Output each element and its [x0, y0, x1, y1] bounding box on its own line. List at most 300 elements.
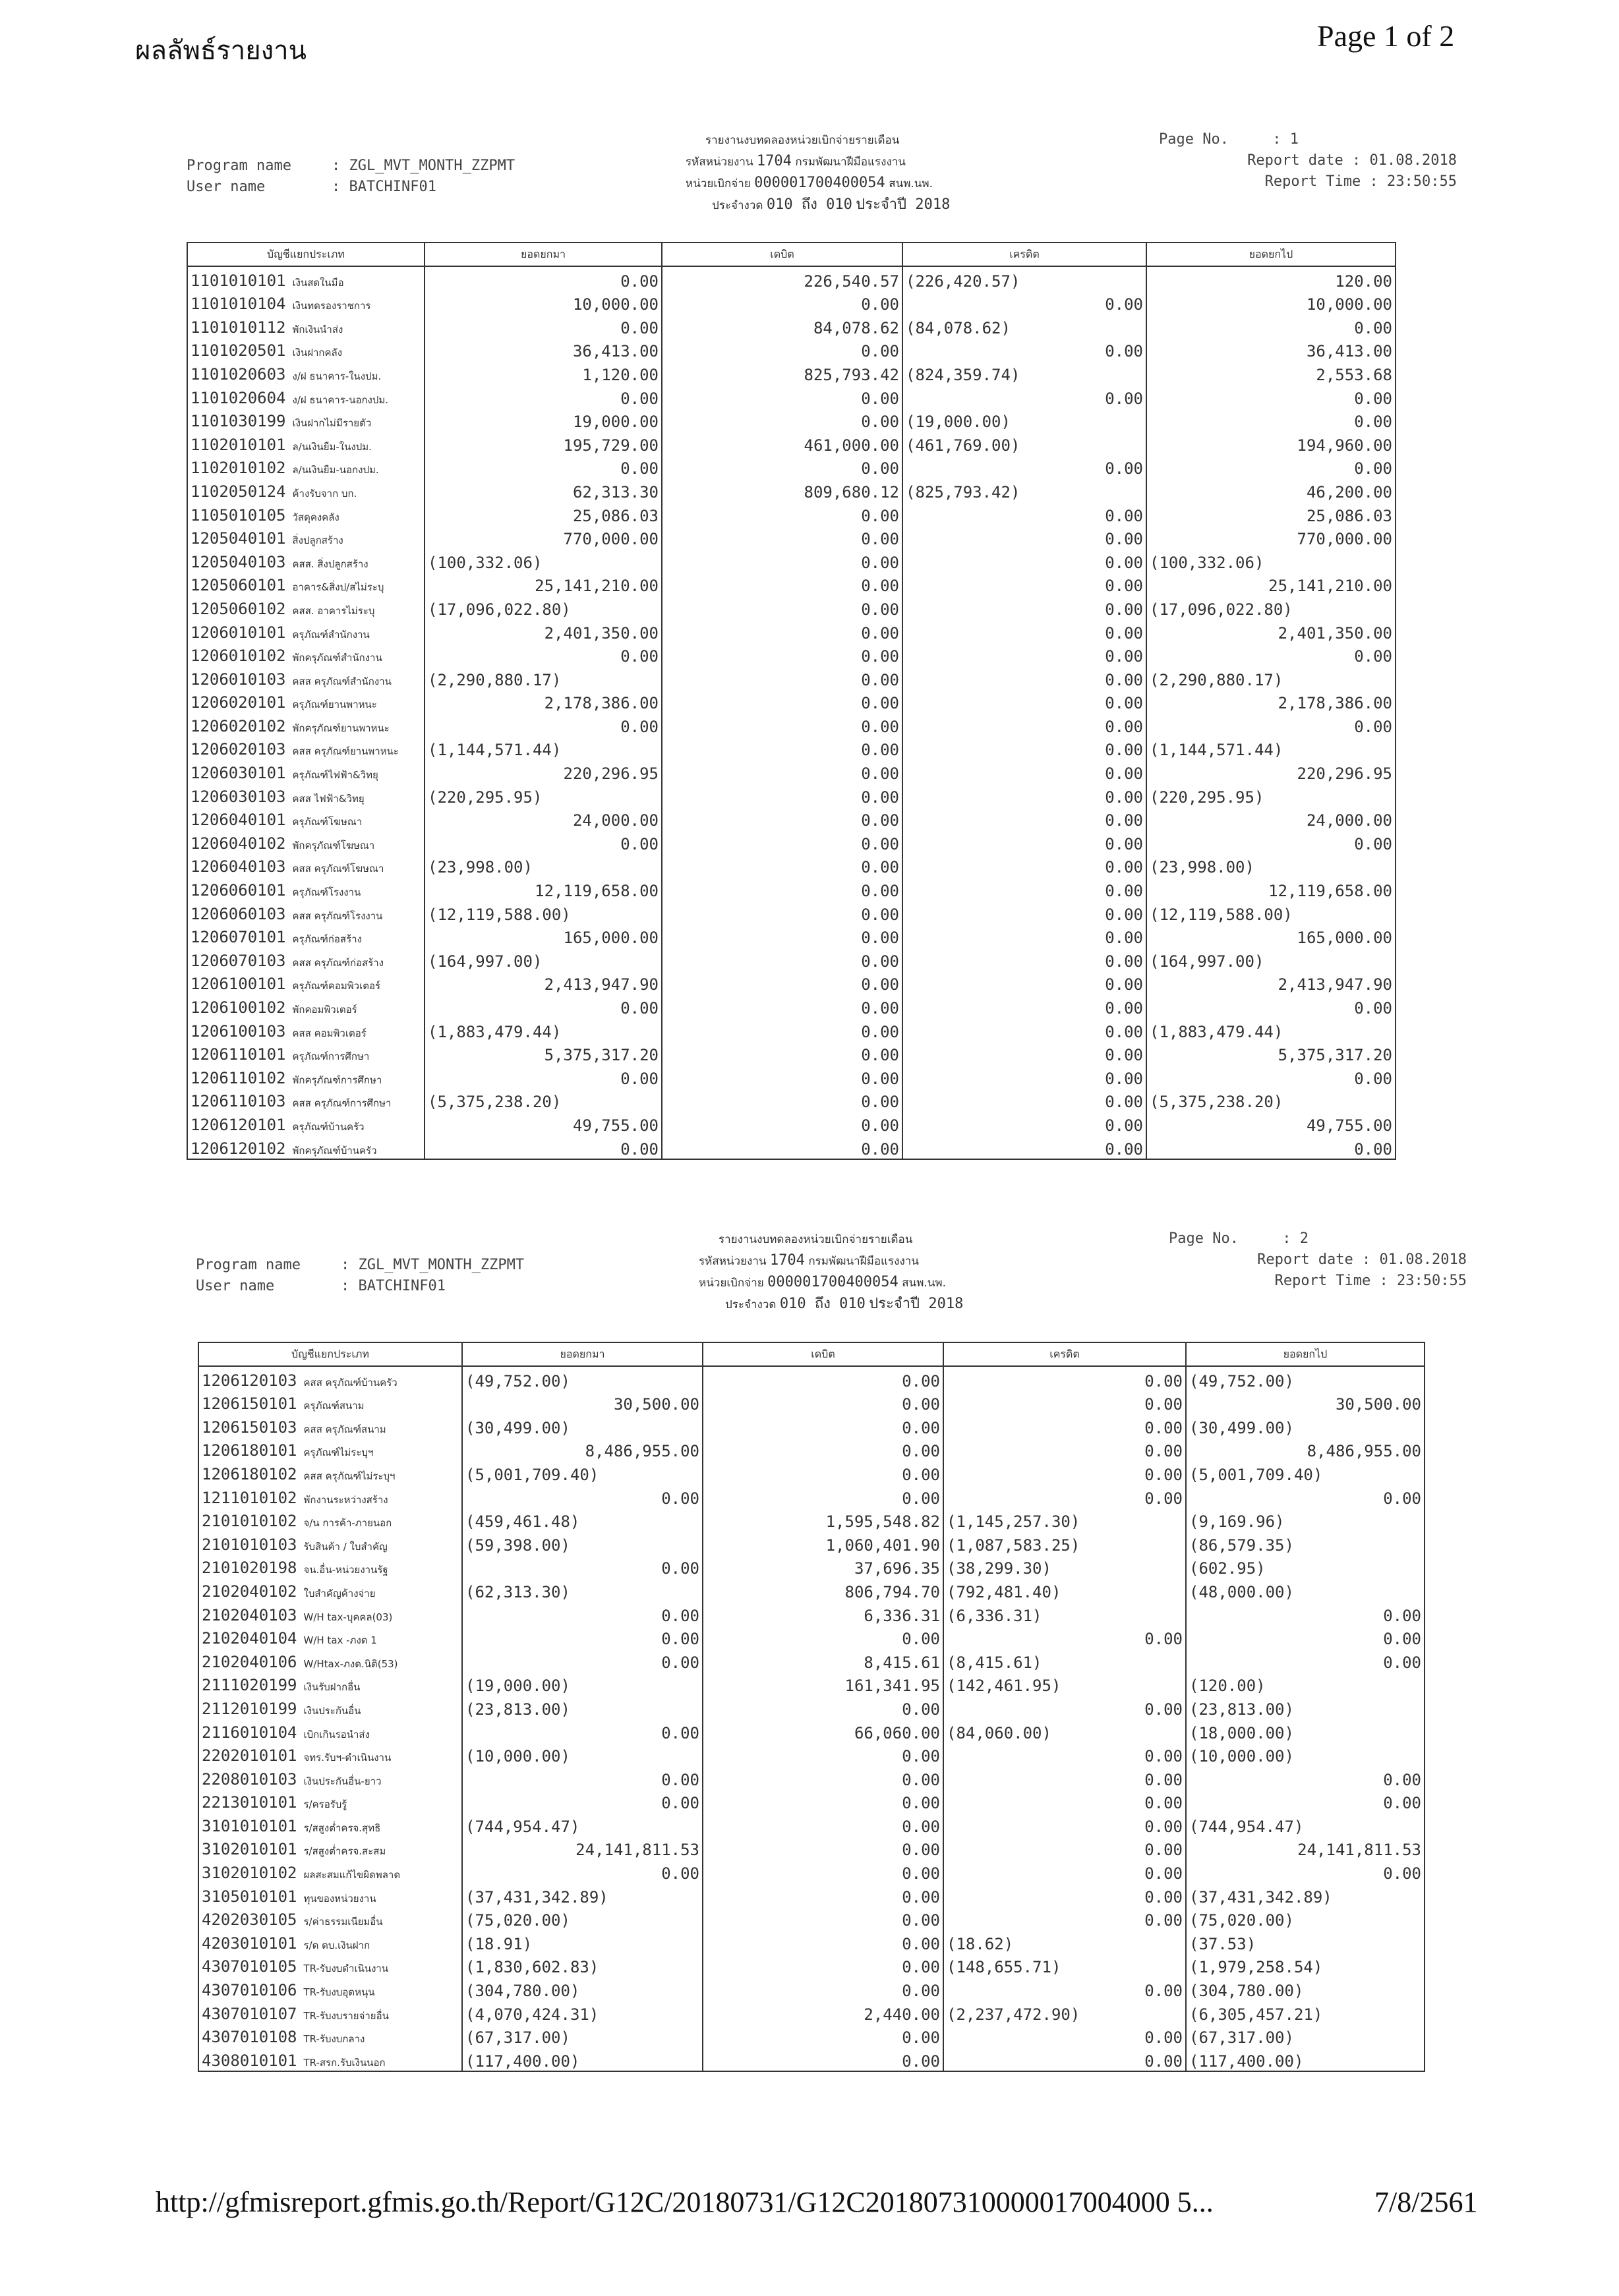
closing-balance-cell: 5,375,317.20 — [1146, 1041, 1396, 1065]
account-cell — [187, 994, 425, 1018]
credit-cell: 0.00 — [943, 1836, 1186, 1860]
table-row — [187, 360, 1396, 384]
opening-balance-cell: (5,375,238.20) — [425, 1088, 662, 1112]
debit-cell: 0.00 — [703, 1907, 943, 1930]
account-code: 1206010103 — [191, 670, 286, 689]
closing-balance-cell: 0.00 — [1186, 1765, 1425, 1789]
account-description: เงินฝากไม่มีรายตัว — [292, 417, 372, 430]
table-row — [187, 502, 1396, 525]
table-row — [198, 1953, 1425, 1977]
debit-cell: 0.00 — [703, 1930, 943, 1953]
debit-cell: 0.00 — [662, 1135, 902, 1159]
table-row — [198, 2047, 1425, 2071]
account-cell — [198, 1578, 462, 1601]
account-cell — [187, 924, 425, 948]
debit-cell: 825,793.42 — [662, 360, 902, 384]
account-description: เงินประกันอื่น — [303, 1704, 361, 1717]
credit-cell: 0.00 — [943, 1437, 1186, 1461]
debit-cell: 0.00 — [662, 853, 902, 877]
account-cell — [198, 1625, 462, 1649]
account-cell — [187, 548, 425, 572]
account-cell — [198, 1508, 462, 1532]
table-row — [187, 1135, 1396, 1159]
table-row — [198, 1460, 1425, 1484]
debit-cell: 0.00 — [662, 619, 902, 643]
account-cell — [187, 266, 425, 291]
opening-balance-cell: (5,001,709.40) — [462, 1460, 703, 1484]
credit-cell: 0.00 — [902, 783, 1146, 807]
credit-cell: 0.00 — [902, 1018, 1146, 1041]
debit-cell: 2,440.00 — [703, 2000, 943, 2024]
table-row — [187, 1111, 1396, 1135]
report-time-value: : 23:50:55 — [1379, 1273, 1467, 1289]
account-cell — [187, 759, 425, 783]
opening-balance-cell: (744,954.47) — [462, 1812, 703, 1836]
debit-cell: 0.00 — [703, 1859, 943, 1883]
opening-balance-cell: 0.00 — [425, 994, 662, 1018]
program-name-label: Program name — [196, 1257, 301, 1273]
account-description: ครุภัณฑ์สำนักงาน — [292, 628, 370, 641]
credit-cell: 0.00 — [902, 853, 1146, 877]
closing-balance-cell: 24,141,811.53 — [1186, 1836, 1425, 1860]
account-description: พักงานระหว่างสร้าง — [303, 1493, 388, 1506]
closing-balance-cell: (1,144,571.44) — [1146, 736, 1396, 760]
opening-balance-cell: 0.00 — [425, 266, 662, 291]
account-description: ครุภัณฑ์ไม่ระบุฯ — [303, 1447, 374, 1459]
account-cell — [187, 431, 425, 455]
debit-cell: 0.00 — [662, 666, 902, 689]
account-code: 1206060103 — [191, 904, 286, 923]
account-code: 2116010104 — [202, 1723, 297, 1742]
disbursement-unit-name: สนพ.นพ. — [889, 177, 933, 190]
table-row — [187, 643, 1396, 666]
account-cell — [187, 971, 425, 994]
debit-cell: 0.00 — [703, 1953, 943, 1977]
debit-cell: 461,000.00 — [662, 431, 902, 455]
table-row — [187, 337, 1396, 361]
table-row — [198, 1812, 1425, 1836]
account-cell — [198, 1812, 462, 1836]
closing-balance-cell: (220,295.95) — [1146, 783, 1396, 807]
account-description: คสส ครุภัณฑ์ยานพาหนะ — [292, 745, 399, 758]
credit-cell: 0.00 — [902, 736, 1146, 760]
account-cell — [198, 1414, 462, 1437]
account-description: ครุภัณฑ์การศึกษา — [292, 1050, 370, 1063]
account-cell — [198, 1484, 462, 1508]
table-row — [187, 876, 1396, 900]
credit-cell: (84,060.00) — [943, 1719, 1186, 1742]
debit-cell: 0.00 — [703, 1484, 943, 1508]
opening-balance-cell: (19,000.00) — [462, 1672, 703, 1696]
debit-cell: 0.00 — [662, 830, 902, 853]
account-description: TR-สรก.รับเงินนอก — [303, 2056, 386, 2069]
account-cell — [198, 1789, 462, 1813]
account-description: ผลสะสมแก้ไขผิดพลาด — [303, 1869, 401, 1881]
opening-balance-cell: 24,141,811.53 — [462, 1836, 703, 1860]
account-cell — [187, 1041, 425, 1065]
opening-balance-cell: 1,120.00 — [425, 360, 662, 384]
closing-balance-cell: (164,997.00) — [1146, 947, 1396, 971]
account-cell — [198, 1907, 462, 1930]
debit-cell: 6,336.31 — [703, 1601, 943, 1625]
account-description: คสส ครุภัณฑ์การศึกษา — [292, 1097, 392, 1110]
account-cell — [187, 360, 425, 384]
opening-balance-cell: (67,317.00) — [462, 2024, 703, 2048]
closing-balance-cell: (10,000.00) — [1186, 1742, 1425, 1766]
report-time-label: Report Time — [1274, 1273, 1371, 1289]
debit-cell: 809,680.12 — [662, 478, 902, 502]
account-cell — [187, 525, 425, 549]
table-row — [187, 853, 1396, 877]
credit-cell: 0.00 — [902, 947, 1146, 971]
account-description: TR-รับงบรายจ่ายอื่น — [303, 2009, 389, 2022]
period-range: 010 ถึง 010 — [779, 1296, 866, 1312]
account-code: 2111020199 — [202, 1676, 297, 1695]
footer-url: http://gfmisreport.gfmis.go.th/Report/G12C/20180731/G12C201807310000017004000 5... — [156, 2186, 1214, 2218]
closing-balance-cell: 2,413,947.90 — [1146, 971, 1396, 994]
account-code: 1206020101 — [191, 693, 286, 712]
opening-balance-cell: 165,000.00 — [425, 924, 662, 948]
account-code: 1102010102 — [191, 459, 286, 478]
credit-cell: 0.00 — [902, 525, 1146, 549]
account-cell — [198, 1648, 462, 1672]
closing-balance-cell: 12,119,658.00 — [1146, 876, 1396, 900]
account-cell — [187, 478, 425, 502]
col-closing-balance-header: ยอดยกไป — [1186, 1342, 1425, 1366]
account-cell — [198, 1366, 462, 1391]
account-code: 4307010108 — [202, 2028, 297, 2047]
account-cell — [198, 2047, 462, 2071]
account-code: 1206040101 — [191, 811, 286, 830]
account-code: 1206040102 — [191, 834, 286, 853]
table-row — [187, 924, 1396, 948]
report-1-header-left — [187, 156, 515, 198]
agency-code-label: รหัสหน่วยงาน — [699, 1255, 767, 1268]
account-cell — [187, 712, 425, 736]
closing-balance-cell: (1,883,479.44) — [1146, 1018, 1396, 1041]
account-code: 4308010101 — [202, 2051, 297, 2070]
opening-balance-cell: 24,000.00 — [425, 807, 662, 830]
account-description: วัสดุคงคลัง — [292, 511, 339, 523]
account-cell — [187, 736, 425, 760]
credit-cell: 0.00 — [943, 1484, 1186, 1508]
credit-cell: 0.00 — [902, 876, 1146, 900]
account-cell — [187, 1135, 425, 1159]
debit-cell: 0.00 — [662, 337, 902, 361]
account-code: 2101010102 — [202, 1512, 297, 1531]
col-opening-balance-header: ยอดยกมา — [462, 1342, 703, 1366]
account-code: 3102010101 — [202, 1840, 297, 1859]
credit-cell: 0.00 — [902, 455, 1146, 478]
account-code: 2102040104 — [202, 1629, 297, 1648]
debit-cell: 0.00 — [703, 1437, 943, 1461]
opening-balance-cell: 8,486,955.00 — [462, 1437, 703, 1461]
debit-cell: 0.00 — [662, 1041, 902, 1065]
closing-balance-cell: (48,000.00) — [1186, 1578, 1425, 1601]
closing-balance-cell: 0.00 — [1146, 830, 1396, 853]
opening-balance-cell: (304,780.00) — [462, 1976, 703, 2000]
agency-code: 1704 — [769, 1252, 805, 1269]
debit-cell: 0.00 — [662, 548, 902, 572]
debit-cell: 0.00 — [662, 291, 902, 314]
credit-cell: 0.00 — [902, 689, 1146, 713]
table-row — [198, 1625, 1425, 1649]
closing-balance-cell: (1,979,258.54) — [1186, 1953, 1425, 1977]
account-code: 1101010101 — [191, 271, 286, 290]
account-cell — [198, 2000, 462, 2024]
account-code: 1205040103 — [191, 552, 286, 571]
credit-cell: (84,078.62) — [902, 314, 1146, 337]
account-code: 1206020102 — [191, 716, 286, 735]
account-description: พักคอมพิวเตอร์ — [292, 1004, 357, 1016]
report-date-label: Report date — [1247, 152, 1343, 169]
account-cell — [187, 384, 425, 408]
closing-balance-cell: 0.00 — [1186, 1789, 1425, 1813]
opening-balance-cell: (23,813.00) — [462, 1695, 703, 1719]
opening-balance-cell: 2,401,350.00 — [425, 619, 662, 643]
account-code: 1206110102 — [191, 1068, 286, 1087]
closing-balance-cell: 0.00 — [1146, 455, 1396, 478]
closing-balance-cell: 0.00 — [1146, 384, 1396, 408]
program-name-label: Program name — [187, 158, 291, 174]
account-cell — [187, 1088, 425, 1112]
col-debit-header: เดบิต — [703, 1342, 943, 1366]
account-description: พักครุภัณฑ์การศึกษา — [292, 1074, 382, 1086]
debit-cell: 0.00 — [703, 1742, 943, 1766]
closing-balance-cell: (744,954.47) — [1186, 1812, 1425, 1836]
closing-balance-cell: 0.00 — [1146, 994, 1396, 1018]
account-description: เงินรับฝากอื่น — [303, 1681, 361, 1694]
opening-balance-cell: 0.00 — [462, 1719, 703, 1742]
opening-balance-cell: (49,752.00) — [462, 1366, 703, 1391]
table-row — [198, 1930, 1425, 1953]
account-cell — [198, 1555, 462, 1578]
table-row — [187, 830, 1396, 853]
account-cell — [198, 1883, 462, 1907]
page-no-label: Page No. — [1169, 1230, 1239, 1247]
account-description: เงินสดในมือ — [292, 276, 344, 289]
debit-cell: 0.00 — [662, 783, 902, 807]
credit-cell: (38,299.30) — [943, 1555, 1186, 1578]
account-description: ค้างรับจาก บก. — [292, 487, 357, 500]
credit-cell: 0.00 — [902, 924, 1146, 948]
credit-cell: 0.00 — [902, 548, 1146, 572]
account-description: คสส ไฟฟ้า&วิทยุ — [292, 792, 365, 805]
account-description: TR-รับงบอุดหนุน — [303, 1986, 375, 1999]
table-row — [198, 1907, 1425, 1930]
col-debit-header: เดบิต — [662, 243, 902, 266]
account-cell — [187, 1064, 425, 1088]
report-1-header-right — [1147, 129, 1457, 192]
debit-cell: 0.00 — [662, 595, 902, 619]
credit-cell: (226,420.57) — [902, 266, 1146, 291]
credit-cell: (148,655.71) — [943, 1953, 1186, 1977]
account-description: จน.อื่น-หน่วยงานรัฐ — [303, 1564, 388, 1576]
account-cell — [187, 853, 425, 877]
debit-cell: 0.00 — [703, 1976, 943, 2000]
opening-balance-cell: 2,178,386.00 — [425, 689, 662, 713]
table-row — [187, 314, 1396, 337]
fiscal-year: ประจำปี 2018 — [856, 196, 951, 213]
opening-balance-cell: 25,086.03 — [425, 502, 662, 525]
closing-balance-cell: 0.00 — [1146, 643, 1396, 666]
table-row — [198, 1414, 1425, 1437]
account-description: ร/ค่าธรรมเนียมอื่น — [303, 1916, 383, 1928]
account-code: 1205060102 — [191, 599, 286, 618]
opening-balance-cell: (1,144,571.44) — [425, 736, 662, 760]
account-code: 1206060101 — [191, 881, 286, 900]
closing-balance-cell: 0.00 — [1146, 1135, 1396, 1159]
closing-balance-cell: (304,780.00) — [1186, 1976, 1425, 2000]
account-description: เงินฝากคลัง — [292, 347, 343, 359]
credit-cell: 0.00 — [902, 994, 1146, 1018]
table-row — [187, 619, 1396, 643]
opening-balance-cell: 0.00 — [425, 712, 662, 736]
credit-cell: 0.00 — [943, 1625, 1186, 1649]
closing-balance-cell: 8,486,955.00 — [1186, 1437, 1425, 1461]
opening-balance-cell: 12,119,658.00 — [425, 876, 662, 900]
credit-cell: 0.00 — [902, 291, 1146, 314]
table-row — [187, 689, 1396, 713]
report-date-value: : 01.08.2018 — [1362, 1251, 1467, 1268]
account-code: 4203010101 — [202, 1934, 297, 1953]
debit-cell: 0.00 — [703, 1883, 943, 1907]
closing-balance-cell: 0.00 — [1146, 712, 1396, 736]
opening-balance-cell: 62,313.30 — [425, 478, 662, 502]
opening-balance-cell: 0.00 — [425, 643, 662, 666]
agency-code-label: รหัสหน่วยงาน — [686, 156, 753, 169]
opening-balance-cell: (62,313.30) — [462, 1578, 703, 1601]
period-label: ประจำงวด — [725, 1298, 777, 1311]
account-description: เบิกเกินรอนำส่ง — [303, 1728, 370, 1740]
table-row — [187, 266, 1396, 291]
opening-balance-cell: (220,295.95) — [425, 783, 662, 807]
account-description: ครุภัณฑ์ไฟฟ้า&วิทยุ — [292, 769, 378, 782]
account-code: 1101020604 — [191, 388, 286, 407]
opening-balance-cell: 0.00 — [425, 384, 662, 408]
opening-balance-cell: 0.00 — [425, 1064, 662, 1088]
account-cell — [198, 1765, 462, 1789]
table-row — [198, 1578, 1425, 1601]
credit-cell: 0.00 — [902, 1088, 1146, 1112]
opening-balance-cell: 0.00 — [462, 1555, 703, 1578]
debit-cell: 0.00 — [703, 1625, 943, 1649]
debit-cell: 0.00 — [662, 502, 902, 525]
account-description: TR-รับงบดำเนินงาน — [303, 1963, 389, 1975]
account-code: 1206010102 — [191, 646, 286, 666]
closing-balance-cell: (2,290,880.17) — [1146, 666, 1396, 689]
account-cell — [198, 1601, 462, 1625]
disbursement-unit-label: หน่วยเบิกจ่าย — [686, 177, 751, 190]
debit-cell: 0.00 — [662, 807, 902, 830]
footer-date: 7/8/2561 — [1374, 2186, 1478, 2218]
table-row — [198, 1719, 1425, 1742]
report-2-header-left — [196, 1255, 524, 1297]
table-row — [187, 736, 1396, 760]
account-description: ใบสำคัญค้างจ่าย — [303, 1587, 376, 1599]
account-description: พักครุภัณฑ์บ้านครัว — [292, 1144, 377, 1157]
credit-cell: 0.00 — [902, 900, 1146, 924]
table-row — [198, 1742, 1425, 1766]
debit-cell: 0.00 — [703, 1391, 943, 1414]
debit-cell: 0.00 — [703, 1836, 943, 1860]
credit-cell: 0.00 — [943, 1366, 1186, 1391]
account-code: 1205040101 — [191, 529, 286, 548]
credit-cell: 0.00 — [943, 1391, 1186, 1414]
table-row — [187, 1018, 1396, 1041]
account-cell — [198, 1531, 462, 1555]
account-code: 1206180102 — [202, 1464, 297, 1483]
account-code: 2213010101 — [202, 1793, 297, 1812]
table-row — [198, 1695, 1425, 1719]
debit-cell: 0.00 — [703, 1765, 943, 1789]
closing-balance-cell: 194,960.00 — [1146, 431, 1396, 455]
report-time-label: Report Time — [1264, 173, 1361, 190]
closing-balance-cell: 25,141,210.00 — [1146, 572, 1396, 596]
table-row — [198, 1765, 1425, 1789]
opening-balance-cell: 0.00 — [462, 1765, 703, 1789]
account-cell — [198, 2024, 462, 2048]
account-cell — [187, 900, 425, 924]
credit-cell: 0.00 — [943, 1859, 1186, 1883]
opening-balance-cell: (37,431,342.89) — [462, 1883, 703, 1907]
opening-balance-cell: 30,500.00 — [462, 1391, 703, 1414]
table-row — [198, 1484, 1425, 1508]
debit-cell: 0.00 — [662, 712, 902, 736]
account-description: ล/นเงินยืม-นอกงปม. — [292, 464, 379, 476]
debit-cell: 1,595,548.82 — [703, 1508, 943, 1532]
opening-balance-cell: 19,000.00 — [425, 408, 662, 432]
account-code: 1206070103 — [191, 951, 286, 970]
closing-balance-cell: 0.00 — [1146, 408, 1396, 432]
table-row — [198, 1391, 1425, 1414]
credit-cell: 0.00 — [943, 1460, 1186, 1484]
trial-balance-table-2 — [198, 1342, 1425, 2072]
col-credit-header: เครดิต — [902, 243, 1146, 266]
credit-cell: 0.00 — [943, 1907, 1186, 1930]
col-account-header: บัญชีแยกประเภท — [198, 1342, 462, 1366]
opening-balance-cell: 2,413,947.90 — [425, 971, 662, 994]
account-cell — [187, 1018, 425, 1041]
credit-cell: 0.00 — [902, 384, 1146, 408]
page-no-label: Page No. — [1159, 131, 1229, 148]
opening-balance-cell: (2,290,880.17) — [425, 666, 662, 689]
credit-cell: 0.00 — [902, 502, 1146, 525]
credit-cell: 0.00 — [943, 1765, 1186, 1789]
report-heading: รายงานงบทดลองหน่วยเบิกจ่ายรายเดือน — [719, 1233, 913, 1246]
account-code: 1206030103 — [191, 787, 286, 806]
debit-cell: 0.00 — [703, 2024, 943, 2048]
account-cell — [187, 408, 425, 432]
account-cell — [187, 830, 425, 853]
opening-balance-cell: (59,398.00) — [462, 1531, 703, 1555]
closing-balance-cell: 0.00 — [1186, 1625, 1425, 1649]
table-row — [187, 525, 1396, 549]
col-credit-header: เครดิต — [943, 1342, 1186, 1366]
table-row — [187, 595, 1396, 619]
opening-balance-cell: 25,141,210.00 — [425, 572, 662, 596]
opening-balance-cell: 0.00 — [462, 1484, 703, 1508]
account-cell — [187, 619, 425, 643]
credit-cell: 0.00 — [902, 1041, 1146, 1065]
debit-cell: 161,341.95 — [703, 1672, 943, 1696]
program-name-value: : ZGL_MVT_MONTH_ZZPMT — [341, 1257, 525, 1273]
page-indicator: Page 1 of 2 — [1317, 19, 1455, 53]
opening-balance-cell: (459,461.48) — [462, 1508, 703, 1532]
account-cell — [198, 1437, 462, 1461]
report-heading: รายงานงบทดลองหน่วยเบิกจ่ายรายเดือน — [705, 134, 900, 147]
credit-cell: 0.00 — [902, 666, 1146, 689]
